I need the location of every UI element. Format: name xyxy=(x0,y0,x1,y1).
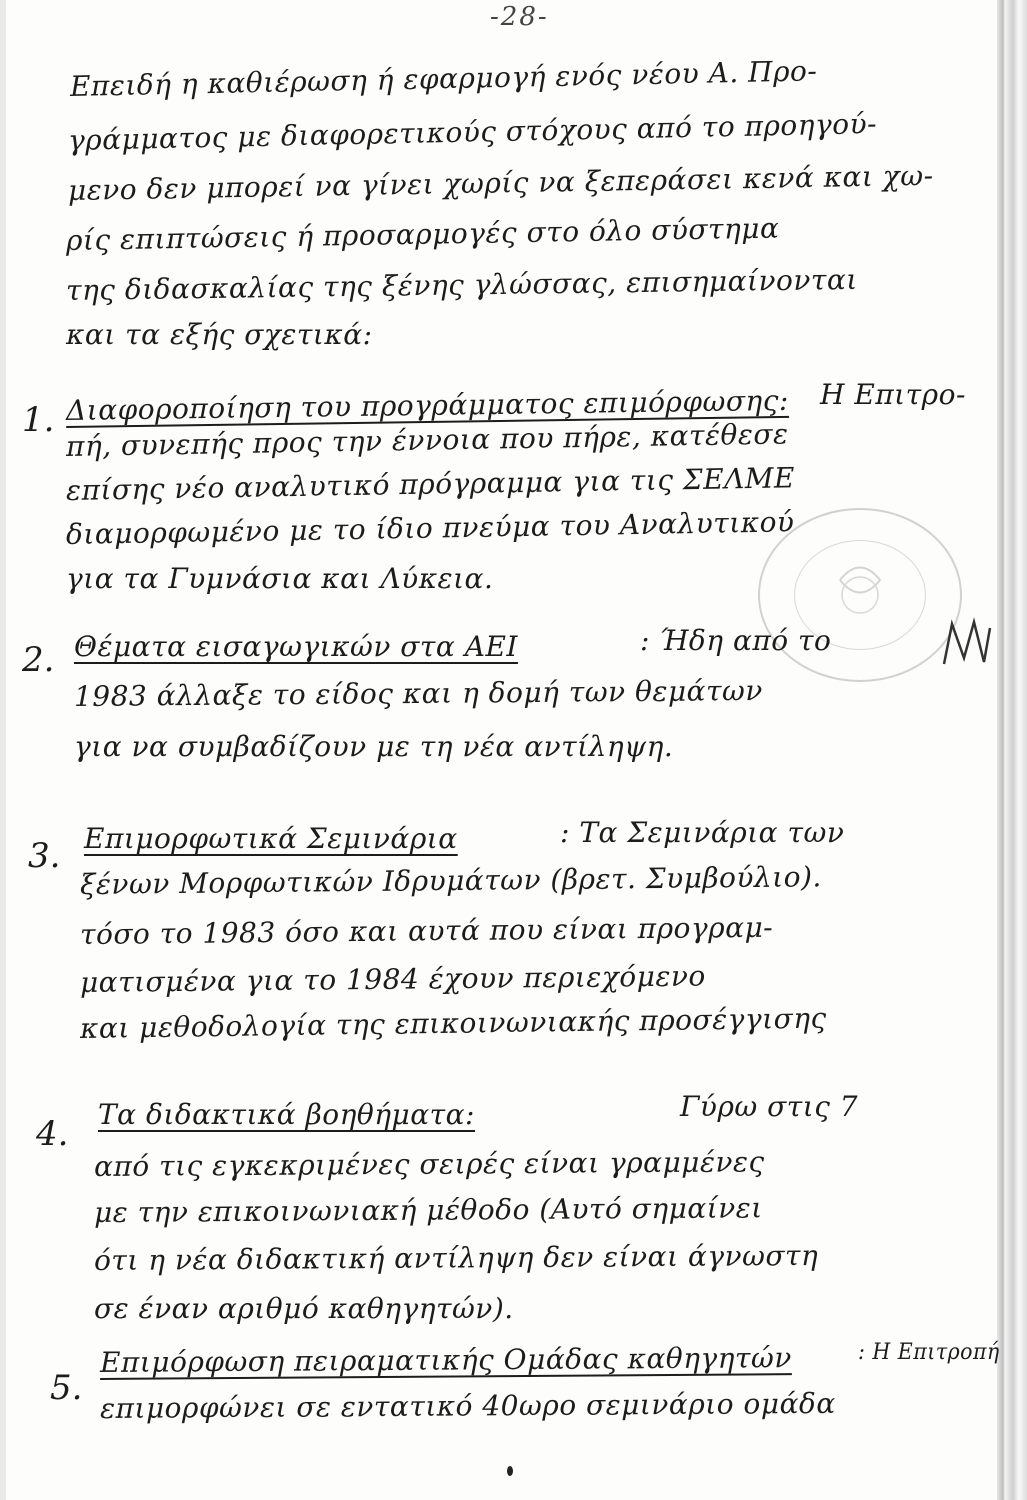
item-number: 2. xyxy=(22,640,55,680)
binding-edge xyxy=(997,0,1027,1500)
item-text: από τις εγκεκριμένες σειρές είναι γραμμένες xyxy=(93,1145,765,1183)
item-heading: Επιμορφωτικά Σεμινάρια xyxy=(84,822,458,855)
item-text: επίσης νέο αναλυτικό πρόγραμμα για τις ΣΕΛΜΕ xyxy=(65,461,796,507)
item-text: για να συμβαδίζουν με τη νέα αντίληψη. xyxy=(74,730,674,763)
item-text: : Τα Σεμινάρια των xyxy=(560,816,845,849)
item-number: 4. xyxy=(36,1114,69,1154)
signature xyxy=(938,614,998,678)
item-text: σε έναν αριθμό καθηγητών). xyxy=(94,1292,514,1325)
item-number: 1. xyxy=(22,400,55,440)
intro-line: της διδασκαλίας της ξένης γλώσσας, επισημαίνονται xyxy=(65,262,858,307)
item-text: για τα Γυμνάσια και Λύκεια. xyxy=(66,562,494,595)
item-text: με την επικοινωνιακή μέθοδο (Αυτό σημαίνει xyxy=(93,1191,763,1229)
item-number: 5. xyxy=(50,1368,83,1408)
item-heading: Επιμόρφωση πειραματικής Ομάδας καθηγητών xyxy=(99,1341,792,1379)
item-number: 3. xyxy=(28,836,61,876)
item-text: Η Επιτρο- xyxy=(820,378,966,411)
item-text: διαμορφωμένο με το ίδιο πνεύμα του Αναλυτικού xyxy=(65,505,795,551)
item-text: και μεθοδολογία της επικοινωνιακής προσέγγισης xyxy=(79,1001,827,1045)
page-left-shadow xyxy=(0,0,6,1500)
item-heading: Θέματα εισαγωγικών στα ΑΕΙ xyxy=(74,630,518,663)
item-heading: Διαφοροποίηση του προγράμματος επιμόρφωσης: xyxy=(65,383,790,427)
intro-line: μενο δεν μπορεί να γίνει χωρίς να ξεπεράσει κενά και χω- xyxy=(67,158,934,207)
item-text: : Η Επιτροπή xyxy=(858,1340,1000,1365)
page-number: -28- xyxy=(490,2,549,32)
intro-line: Επειδή η καθιέρωση ή εφαρμογή ενός νέου Α. Προ- xyxy=(69,54,818,103)
item-text: ματισμένα για το 1984 έχουν περιεχόμενο xyxy=(79,959,706,999)
item-text: τόσο το 1983 όσο και αυτά που είναι προγραμ- xyxy=(79,910,774,951)
ink-dot xyxy=(507,1466,513,1476)
intro-line: και τα εξής σχετικά: xyxy=(66,318,373,351)
intro-line: γράμματος με διαφορετικούς στόχους από το προηγού- xyxy=(67,107,878,157)
item-heading: Τα διδακτικά βοηθήματα: xyxy=(98,1098,475,1131)
item-text: επιμορφώνει σε εντατικό 40ωρο σεμινάριο ομάδα xyxy=(99,1386,836,1425)
intro-line: ρίς επιπτώσεις ή προσαρμογές στο όλο σύστημα xyxy=(65,211,780,257)
item-text: πή, συνεπής προς την έννοια που πήρε, κατέθεσε xyxy=(65,417,789,463)
item-text: Γύρω στις 7 xyxy=(680,1090,859,1123)
item-text: : Ήδη από το xyxy=(640,624,832,657)
item-text: ξένων Μορφωτικών Ιδρυμάτων (βρετ. Συμβούλιο). xyxy=(79,860,822,901)
item-text: 1983 άλλαξε το είδος και η δομή των θεμάτων xyxy=(73,673,763,713)
item-text: ότι η νέα διδακτική αντίληψη δεν είναι άγνωστη xyxy=(93,1238,819,1277)
